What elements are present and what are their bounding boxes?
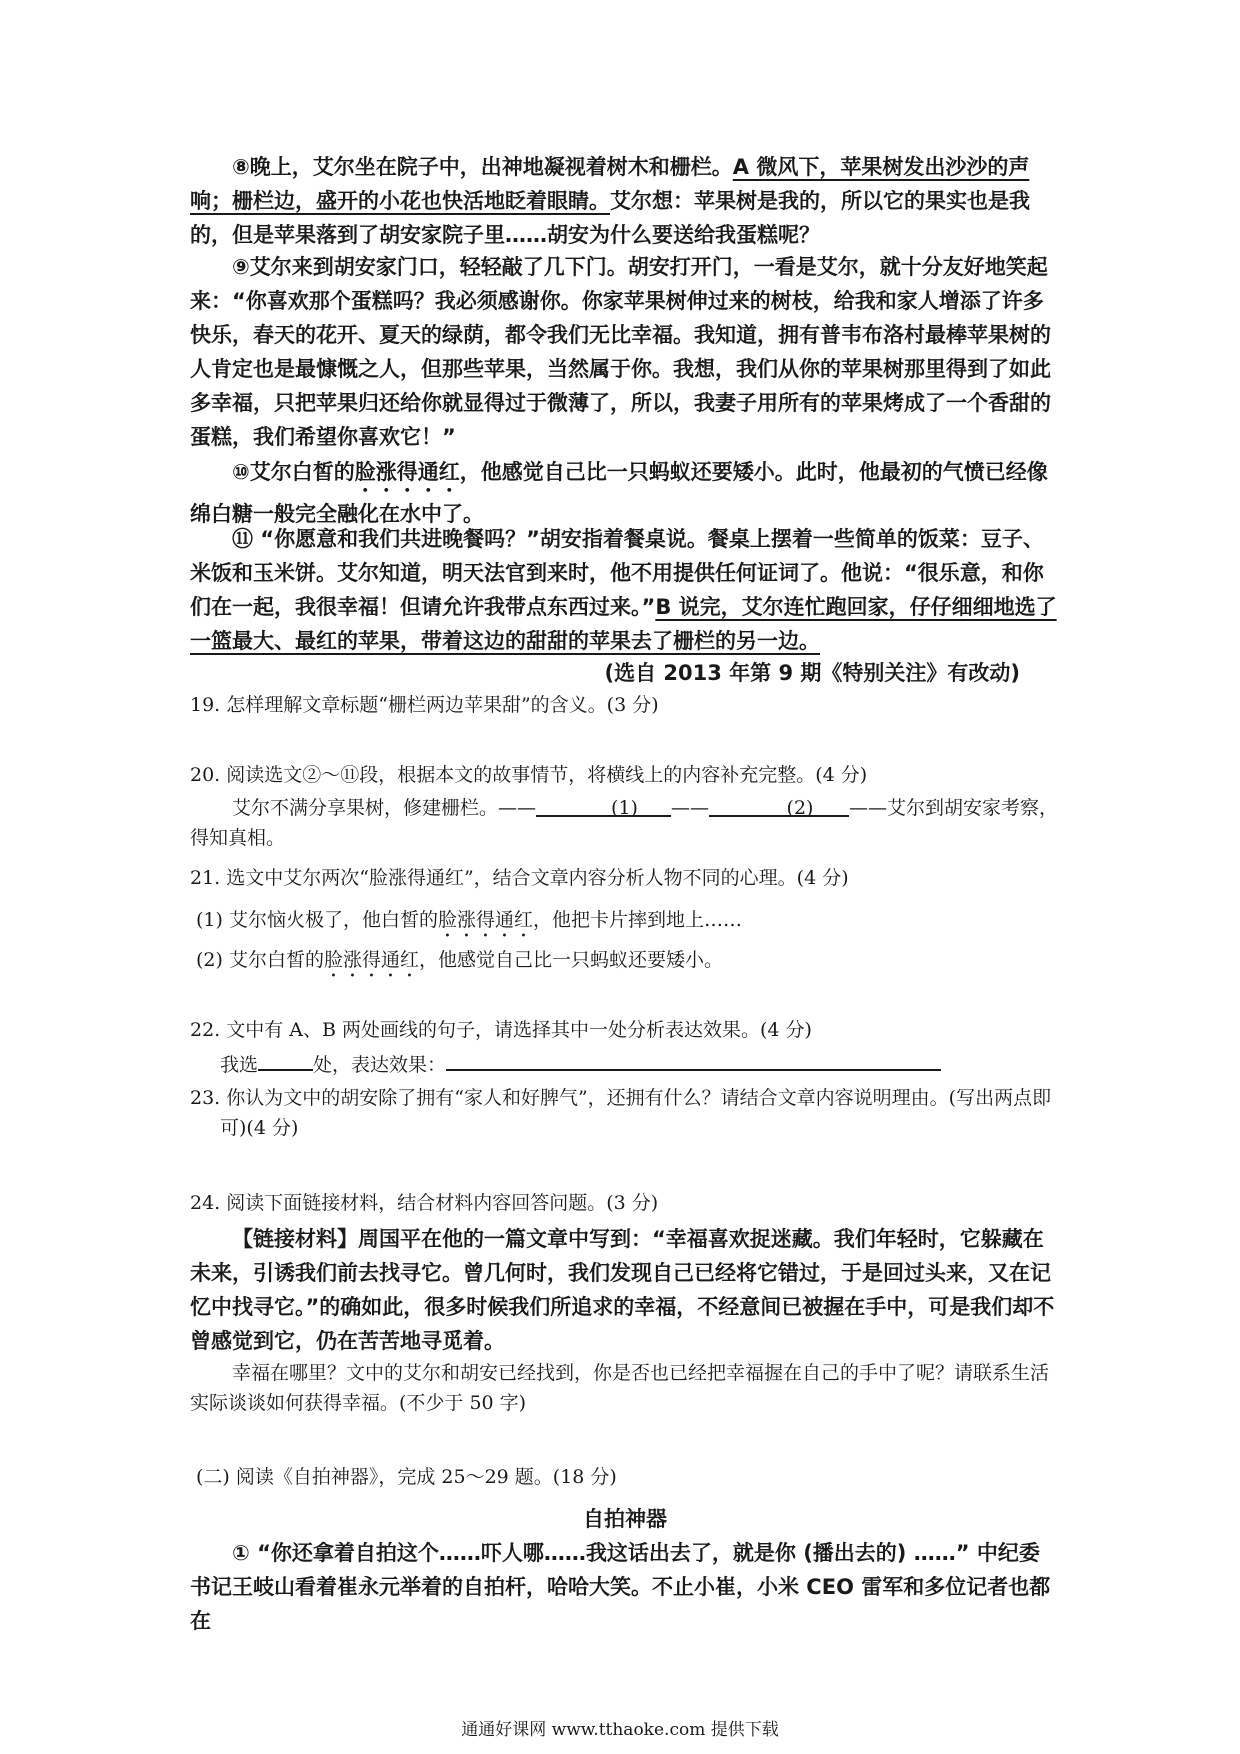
section-2-title: 自拍神器 xyxy=(583,1507,667,1531)
answer-blank-2[interactable]: (2) xyxy=(709,793,849,817)
question-23: 23. 你认为文中的胡安除了拥有“家人和好脾气”，还拥有什么？请结合文章内容说明理由。(写出两点即可)(4 分) xyxy=(190,1087,1052,1139)
paragraph-10-part-2: ，他感觉自己比一只蚂蚁还要矮小。此时，他最初的气愤已经像绵白糖一般完全融化在水中了。 xyxy=(190,460,1048,526)
story-paragraph-10 xyxy=(190,455,1060,531)
q20-text-start: 艾尔不满分享果树，修建栅栏。—— xyxy=(232,797,537,819)
q20-dash: —— xyxy=(671,797,710,819)
q21-item-2-start: (2) 艾尔白皙的 xyxy=(196,949,324,971)
question-20: 20. 阅读选文②～⑪段，根据本文的故事情节，将横线上的内容补充完整。(4 分) xyxy=(190,764,868,786)
emphasized-phrase: 脸涨得通红 xyxy=(354,460,460,484)
section-2-paragraph-1: ① “你还拿着自拍这个……吓人哪……我这话出去了，就是你 (播出去的) ……” 中纪委书记王岐山看着崔永元举着的自拍杆，哈哈大笑。不止小崔，小米 CEO 雷军和多位记者也都在 xyxy=(190,1541,1051,1633)
q22-choice-blank[interactable] xyxy=(258,1047,313,1071)
q22-choose-label: 我选 xyxy=(220,1054,259,1076)
page-footer: 通通好课网 www.tthaoke.com 提供下载 xyxy=(461,1720,779,1740)
q20-text-end: ——艾尔到胡安家考察，得知真相。 xyxy=(190,797,1059,849)
question-24-prompt: 幸福在哪里？文中的艾尔和胡安已经找到，你是否也已经把幸福握在自己的手中了呢？请联系生活实际谈谈如何获得幸福。(不少于 50 字) xyxy=(190,1362,1050,1414)
question-24: 24. 阅读下面链接材料，结合材料内容回答问题。(3 分) xyxy=(190,1192,659,1214)
q21-item-1-start: (1) 艾尔恼火极了，他白皙的 xyxy=(196,909,438,931)
story-paragraph-9: ⑨艾尔来到胡安家门口，轻轻敲了几下门。胡安打开门，一看是艾尔，就十分友好地笑起来：“你喜欢那个蛋糕吗？我必须感谢你。你家苹果树伸过来的树枝，给我和家人增添了许多快乐，春天的花开、夏天的绿荫，都令我们无比幸福。我知道，拥有普韦布洛村最棒苹果树的人肯定也是最慷慨之人，但那些苹果，当然属于你。我想，我们从你的苹果树那里得到了如此多幸福，只把苹果归还给你就显得过于微薄了，所以，我妻子用所有的苹果烤成了一个香甜的蛋糕，我们希望你喜欢它！” xyxy=(190,255,1051,449)
section-2-heading: (二) 阅读《自拍神器》，完成 25～29 题。(18 分) xyxy=(196,1466,617,1488)
question-21-item-1 xyxy=(196,905,1066,942)
q21-item-2-end: ，他感觉自己比一只蚂蚁还要矮小。 xyxy=(418,949,723,971)
question-20-fill xyxy=(190,793,1060,853)
q22-effect-blank[interactable] xyxy=(446,1047,941,1071)
question-21: 21. 选文中艾尔两次“脸涨得通红”，结合文章内容分析人物不同的心理。(4 分) xyxy=(190,867,849,889)
linked-material: 【链接材料】周国平在他的一篇文章中写到：“幸福喜欢捉迷藏。我们年轻时，它躲藏在未来，引诱我们前去找寻它。曾几何时，我们发现自己已经将它错过，于是回过头来，又在记忆中找寻它。”的确如此，很多时候我们所追求的幸福，不经意间已被握在手中，可是我们却不曾感觉到它，仍在苦苦地寻觅着。 xyxy=(190,1227,1055,1353)
question-21-item-2 xyxy=(196,945,1066,982)
question-22: 22. 文中有 A、B 两处画线的句子，请选择其中一处分析表达效果。(4 分) xyxy=(190,1019,812,1041)
question-19: 19. 怎样理解文章标题“栅栏两边苹果甜”的含义。(3 分) xyxy=(190,694,659,716)
story-paragraph-8 xyxy=(190,150,1060,252)
question-22-answer-line xyxy=(220,1047,1090,1080)
q21-item-1-end: ，他把卡片摔到地上…… xyxy=(532,909,742,931)
paragraph-8-part-3: 艾尔想：苹果树是我的，所以它的果实也是我的，但是苹果落到了胡安家院子里……胡安为什么要送给我蛋糕呢？ xyxy=(190,189,1030,247)
answer-blank-1[interactable]: (1) xyxy=(536,793,671,817)
q22-effect-label: 处，表达效果： xyxy=(313,1054,447,1076)
underlined-sentence-b: B 说完，艾尔连忙跑回家，仔仔细细地选了一篮最大、最红的苹果，带着这边的甜甜的苹果去了栅栏的另一边。 xyxy=(190,595,1057,653)
q21-item-2-emphasis: 脸涨得通红 xyxy=(323,949,419,971)
paragraph-8-part-1: ⑧晚上，艾尔坐在院子中，出神地凝视着树木和栅栏。 xyxy=(232,155,733,179)
paragraph-11-part-1: ⑪ “你愿意和我们共进晚餐吗？”胡安指着餐桌说。餐桌上摆着一些简单的饭菜：豆子、米饭和玉米饼。艾尔知道，明天法官到来时，他不用提供任何证词了。他说：“很乐意，和你们在一起，我很幸福！但请允许我带点东西过来。” xyxy=(190,527,1044,619)
paragraph-10-part-1: ⑩艾尔白皙的 xyxy=(232,460,355,484)
source-citation: (选自 2013 年第 9 期《特别关注》有改动) xyxy=(604,661,1020,685)
underlined-sentence-a: A 微风下，苹果树发出沙沙的声响；栅栏边，盛开的小花也快活地眨着眼睛。 xyxy=(190,155,1030,213)
q21-item-1-emphasis: 脸涨得通红 xyxy=(437,909,533,931)
story-paragraph-11 xyxy=(190,522,1060,658)
